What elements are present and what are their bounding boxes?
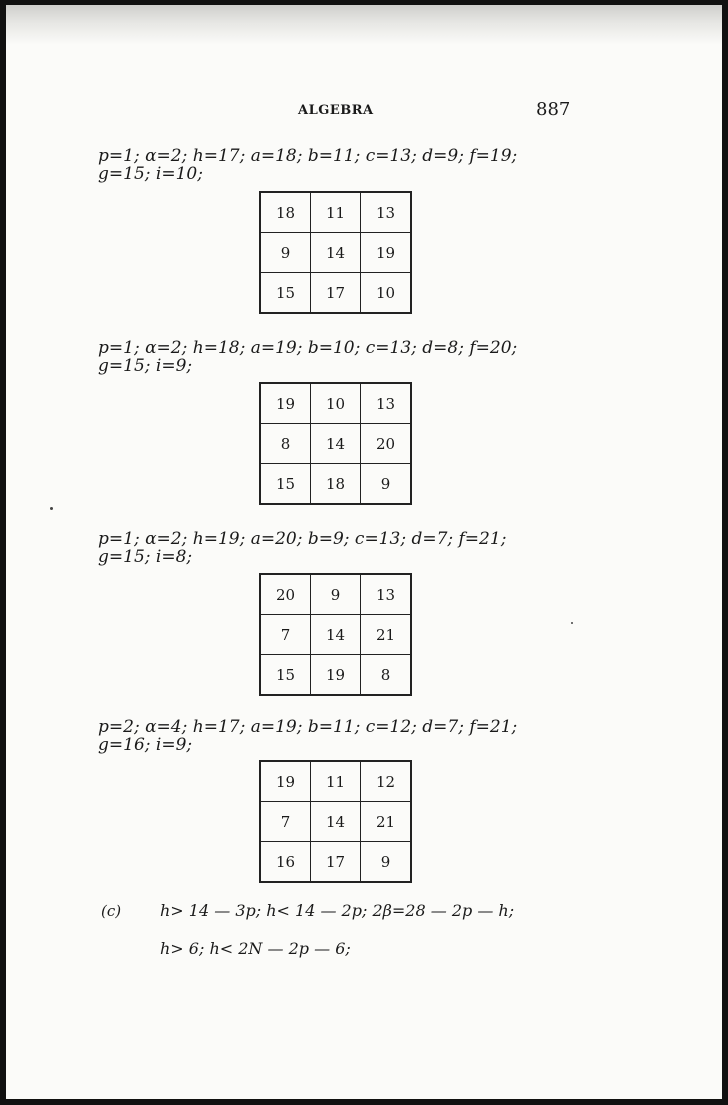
cell: 13 xyxy=(361,574,412,615)
cell: 10 xyxy=(311,383,361,424)
table-row xyxy=(260,802,411,842)
cell: 8 xyxy=(361,655,412,696)
table-row xyxy=(260,233,411,273)
cell: 13 xyxy=(361,383,412,424)
cell: 9 xyxy=(311,574,361,615)
cell: 16 xyxy=(260,842,311,883)
cell: 15 xyxy=(260,464,311,505)
cell: 14 xyxy=(311,802,361,842)
cell: 19 xyxy=(260,761,311,802)
conditions-line-2: g=15; i=8; xyxy=(98,547,193,567)
inequality-line-2: h> 6; h< 2N — 2p — 6; xyxy=(160,939,351,958)
cell: 21 xyxy=(361,802,412,842)
cell: 18 xyxy=(311,464,361,505)
conditions-line-2: g=15; i=10; xyxy=(98,164,203,184)
cell: 9 xyxy=(361,842,412,883)
cell: 19 xyxy=(361,233,412,273)
table-row xyxy=(260,273,411,314)
table-row xyxy=(260,615,411,655)
table-row xyxy=(260,424,411,464)
table-row xyxy=(260,464,411,505)
magic-square-3 xyxy=(259,573,412,696)
conditions-line-1: p=1; α=2; h=17; a=18; b=11; c=13; d=9; f=19; xyxy=(98,146,518,166)
running-head: ALGEBRA xyxy=(298,103,374,118)
cell: 17 xyxy=(311,273,361,314)
cell: 11 xyxy=(311,192,361,233)
cell: 15 xyxy=(260,273,311,314)
conditions-line-2: g=15; i=9; xyxy=(98,356,193,376)
cell: 12 xyxy=(361,761,412,802)
magic-square-1 xyxy=(259,191,412,314)
cell: 11 xyxy=(311,761,361,802)
cell: 20 xyxy=(260,574,311,615)
conditions-line-1: p=1; α=2; h=18; a=19; b=10; c=13; d=8; f=20; xyxy=(98,338,518,358)
cell: 7 xyxy=(260,802,311,842)
cell: 9 xyxy=(260,233,311,273)
scan-speck xyxy=(571,622,573,624)
table-row xyxy=(260,761,411,802)
conditions-line-1: p=1; α=2; h=19; a=20; b=9; c=13; d=7; f=21; xyxy=(98,529,507,549)
table-row xyxy=(260,574,411,615)
cell: 20 xyxy=(361,424,412,464)
scan-shadow xyxy=(6,5,722,45)
table-row xyxy=(260,842,411,883)
table-row xyxy=(260,383,411,424)
section-label: (c) xyxy=(101,902,122,920)
page-number: 887 xyxy=(536,99,571,120)
cell: 15 xyxy=(260,655,311,696)
cell: 14 xyxy=(311,424,361,464)
cell: 13 xyxy=(361,192,412,233)
magic-square-2 xyxy=(259,382,412,505)
conditions-line-1: p=2; α=4; h=17; a=19; b=11; c=12; d=7; f=21; xyxy=(98,717,518,737)
cell: 21 xyxy=(361,615,412,655)
cell: 9 xyxy=(361,464,412,505)
table-row xyxy=(260,192,411,233)
scan-speck xyxy=(50,507,53,510)
cell: 14 xyxy=(311,233,361,273)
conditions-line-2: g=16; i=9; xyxy=(98,735,193,755)
cell: 7 xyxy=(260,615,311,655)
table-row xyxy=(260,655,411,696)
cell: 14 xyxy=(311,615,361,655)
cell: 10 xyxy=(361,273,412,314)
cell: 18 xyxy=(260,192,311,233)
cell: 19 xyxy=(311,655,361,696)
inequality-line-1: h> 14 — 3p; h< 14 — 2p; 2β=28 — 2p — h; xyxy=(160,901,515,920)
magic-square-4 xyxy=(259,760,412,883)
cell: 17 xyxy=(311,842,361,883)
cell: 8 xyxy=(260,424,311,464)
cell: 19 xyxy=(260,383,311,424)
